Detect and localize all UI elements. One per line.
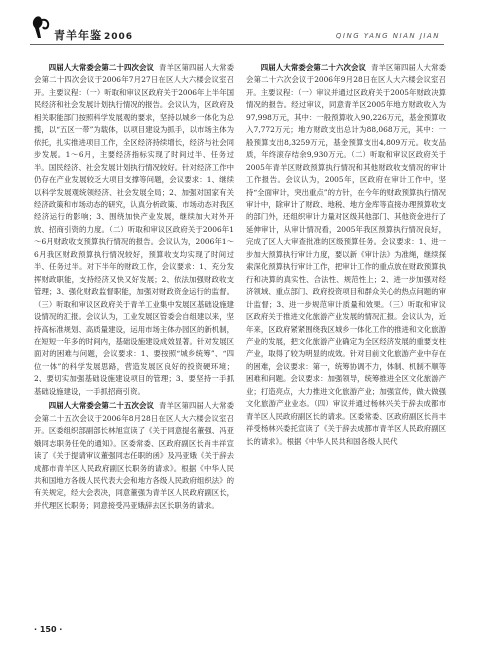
page-header <box>0 0 480 52</box>
page-number: · 150 · <box>34 625 63 634</box>
article-session-26 <box>246 62 446 448</box>
article-heading: 四届人大常委会第二十六次会议 <box>260 63 366 72</box>
brand-name: 青羊年鉴 <box>54 29 102 42</box>
header-rule <box>30 44 444 45</box>
article-body: 青羊区第四届人大常委会第二十五次会议于2006年8月28日在区人大六楼会议室召开。区委组织部副部长林旭宣读了《关于同意提名董强、冯亚娥同志职务任免的通知》。区委常委、区政府副区长肖丰祥宣读了《关于提请审议董强同志任职的函》及冯亚娥《关于辞去成都市青羊区人民政府副区长职务的请求》。根据《中华人民共和国地方各级人民代表大会和地方各级人民政府组织法》的有关规定，经大会表决，同意董强为青羊区人民政府副区长，并代理区长职务；同意接受冯亚娥辞去区长职务的请求。 <box>34 401 234 510</box>
column-left <box>34 62 234 514</box>
yearbook-latin-title: QING YANG NIAN JIAN <box>335 32 440 40</box>
yearbook-title <box>54 27 133 43</box>
brand-year: 2006 <box>104 32 134 42</box>
yearbook-logo-mark <box>30 14 52 40</box>
article-session-25 <box>34 400 234 512</box>
article-body: 青羊区第四届人大常委会第二十四次会议于2006年7月27日在区人大六楼会议室召开。主要议程：（一）听取和审议区政府关于2006年上半年国民经济和社会发展计划执行情况的报告。会议认为，区政府及相关职能部门按照科学发展观的要求，坚持以城乡一体化为总揽，以“五区一带”为载体，以项目建设为抓手，以市场主体为依托，扎实推进项目工作，全区经济持续增长，经济与社会同步发展。1～6月，主要经济指标实现了时间过半、任务过半。国民经济、社会发展计划执行情况较好。针对经济工作中仍存在产业发展较乏大项目支撑等问题，会议要求：1、继续以科学发展观统领经济、社会发展全局；2、加强对国家有关经济政策和市场动态的研究，认真分析政策、市场动态对我区经济运行的影响；3、围绕加快产业发展，继续加大对外开放、招商引资的力度。（二）听取和审议区政府关于2006年1～6月财政收支预算执行情况的报告。会议认为，2006年1～6月我区财政预算执行情况较好，预算收支均实现了时间过半、任务过半。对下半年的财政工作，会议要求：1、充分发挥财政职能，支持经济又快又好发展；2、依法加强财政收支管理；3、强化财政监督职能，加强对财政资金运行的监督。（三）听取和审议区政府关于青羊工业集中发展区基础设施建设情况的汇报。会议认为，工业发展区管委会自组建以来，坚持高标准规划、高质量建设，运用市场主体办园区的新机制，在短短一年多的时间内，基础设施建设成效显著。针对发展区面对的困难与问题，会议要求：1、要按照“城乡统筹”、“四位一体”的科学发展思路，营造发展区良好的投资硬环境；2、要切实加强基础设施建设项目的管理；3、要坚持一手抓基础设施建设，一手抓招商引资。 <box>34 63 234 396</box>
article-heading: 四届人大常委会第二十五次会议 <box>48 401 154 411</box>
article-body: 青羊区第四届人大常委会第二十六次会议于2006年9月28日在区人大六楼会议室召开。主要议程：（一）审议并通过区政府关于2005年财政决算情况的报告。经过审议，同意青羊区2005年地方财政收入为97,998万元，其中：一般预算收入90,226万元，基金预算收入7,772万元；地方财政支出总计为88,068万元，其中：一般预算支出8,3259万元，基金预算支出4,809万元。收支品质，年终滚存结余9,930万元。（二）听取和审议区政府关于2005年青羊区财政预算执行情况和其他财政收支情况的审计工作报告。会议认为，2005年，区政府在审计工作中，坚持“全面审计，突出重点”的方针，在今年的财政预算执行情况审计中，除审计了财政、地税、地方金库等直接办理预算收支的部门外，还组织审计力量对区级其他部门、其他资金进行了延伸审计，从审计情况看，2005年我区预算执行情况良好，完成了区人大审查批准的区级预算任务。会议要求：1、进一步加大预算执行审计力度，要以新《审计法》为准绳，继续探索深化预算执行审计工作，把审计工作的重点放在财政预算执行和决算的真实性、合法性、规范性上；2、进一步加强对经济领域、重点部门、政府投资项目和群众关心的热点问题的审计监督；3、进一步规范审计质量和效果。（三）听取和审议区政府关于推进文化旅游产业发展的情况汇报。会议认为，近年来，区政府紧紧围绕我区城乡一体化工作的推进和文化旅游产业的发展，把文化旅游产业确定为全区经济发展的重要支柱产业，取得了较为明显的成效。针对目前文化旅游产业中存在的困难，会议要求：第一，统筹协调不力，体制、机制不顺等困难和问题。会议要求：加强领导，统筹推进全区文化旅游产业；打造亮点，大力推进文化旅游产业；加强宣传，做大做强文化旅游产业业态。（四）审议并通过杨林兴关于辞去成都市青羊区人民政府副区长的请求。区委常委、区政府副区长肖丰祥受杨林兴委托宣读了《关于辞去成都市青羊区人民政府副区长的请求》。根据《中华人民共和国各级人民代 <box>246 63 446 446</box>
article-heading: 四届人大常委会第二十四次会议 <box>48 63 154 72</box>
column-right <box>246 62 446 450</box>
article-session-24 <box>34 62 234 398</box>
